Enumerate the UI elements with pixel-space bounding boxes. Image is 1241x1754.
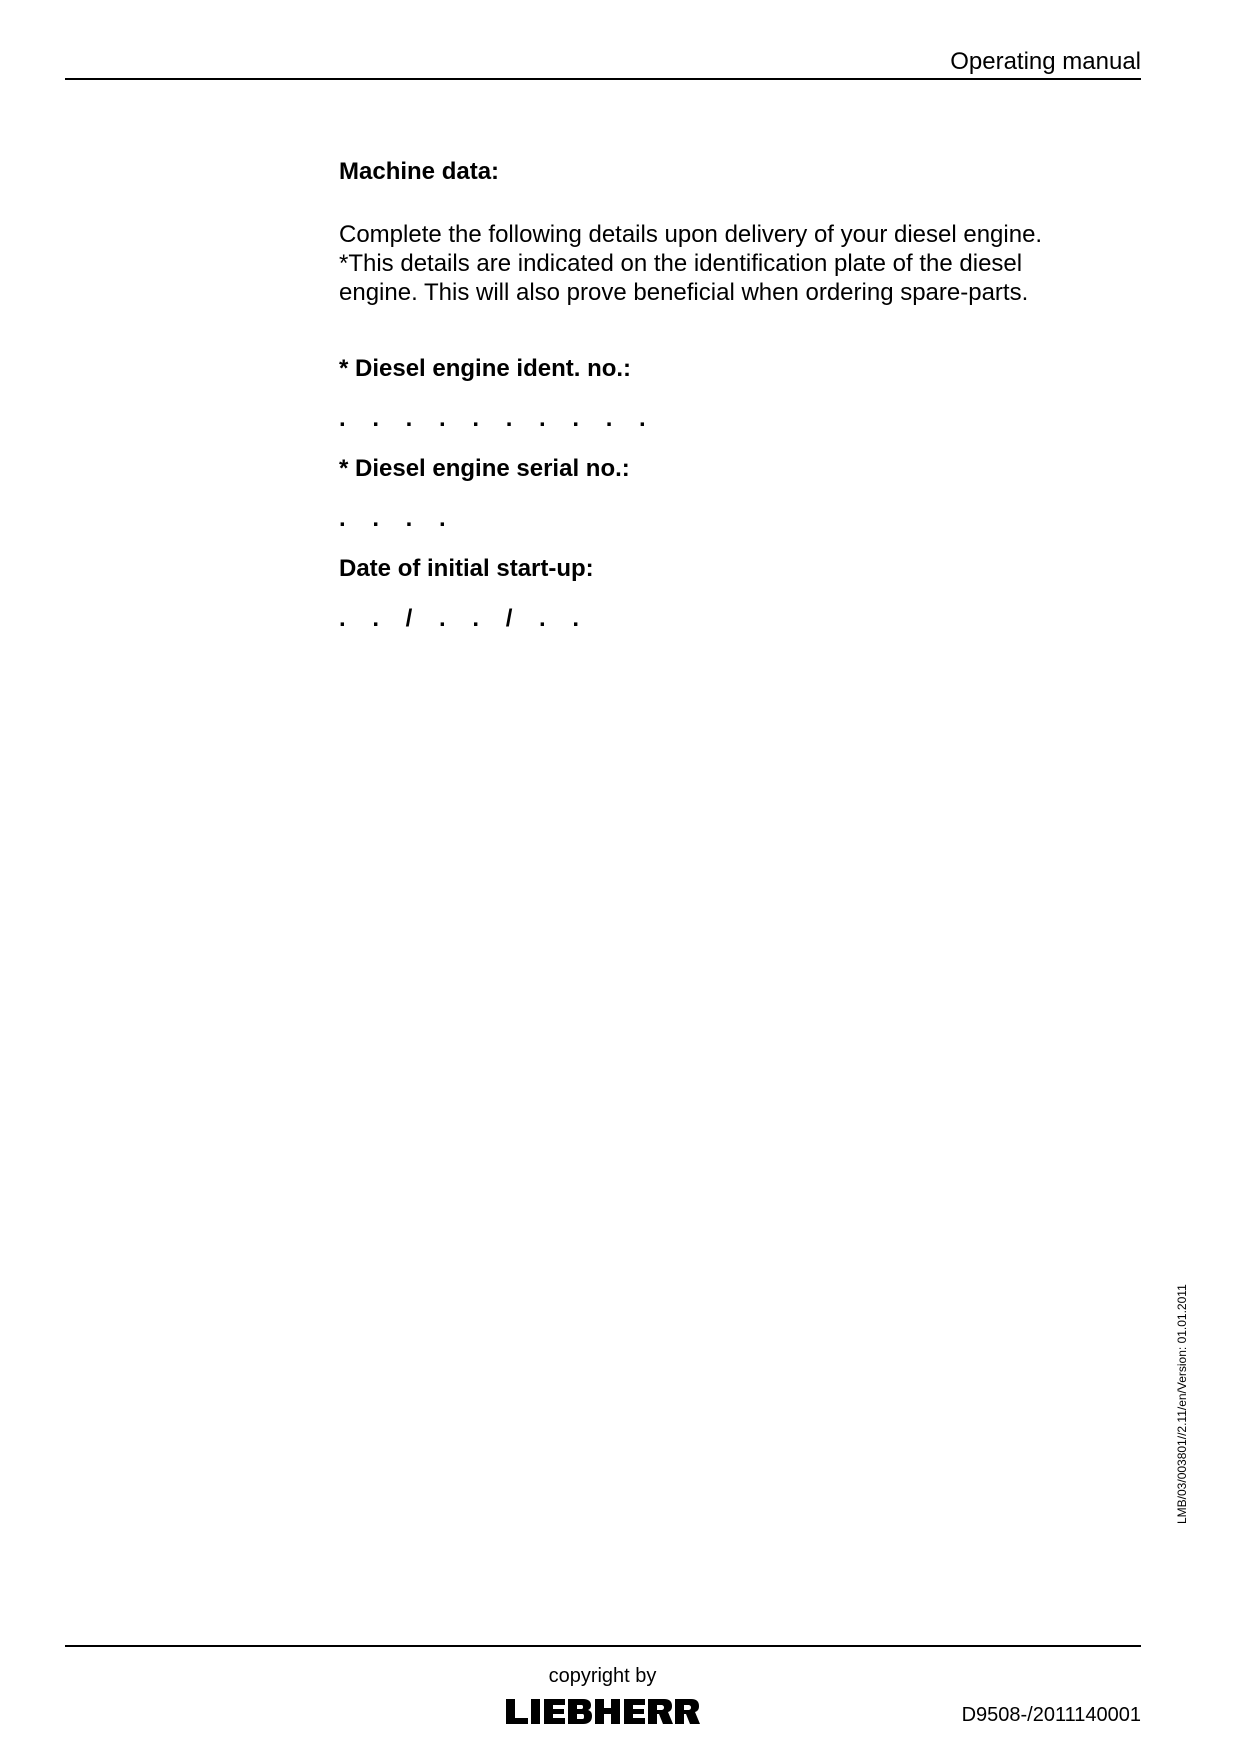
copyright-text: copyright by	[548, 1665, 657, 1687]
document-number: D9508-/2011140001	[961, 1704, 1141, 1726]
intro-line: Complete the following details upon delivery of your diesel engine.	[339, 221, 1043, 248]
engine-ident-label: * Diesel engine ident. no.:	[339, 355, 632, 382]
section-heading: Machine data:	[339, 158, 500, 185]
startup-date-field[interactable]: . . / . . / . .	[339, 605, 580, 632]
startup-date-label: Date of initial start-up:	[339, 555, 594, 582]
header-rule	[65, 78, 1141, 80]
machine-data-section	[339, 158, 1099, 633]
intro-line: *This details are indicated on the identification plate of the diesel	[339, 250, 1023, 277]
intro-line: engine. This will also prove beneficial when ordering spare-parts.	[339, 279, 1029, 306]
engine-serial-field[interactable]: . . . .	[339, 505, 446, 532]
footer-rule	[65, 1645, 1141, 1647]
version-side-note: LMB/03/003801//2.11/en/Version: 01.01.2011	[1175, 1284, 1189, 1524]
liebherr-logo	[504, 1697, 700, 1725]
engine-serial-label: * Diesel engine serial no.:	[339, 455, 630, 482]
engine-ident-field[interactable]: . . . . . . . . . .	[339, 405, 646, 432]
intro-paragraph	[339, 220, 1099, 307]
header-title: Operating manual	[950, 48, 1141, 75]
